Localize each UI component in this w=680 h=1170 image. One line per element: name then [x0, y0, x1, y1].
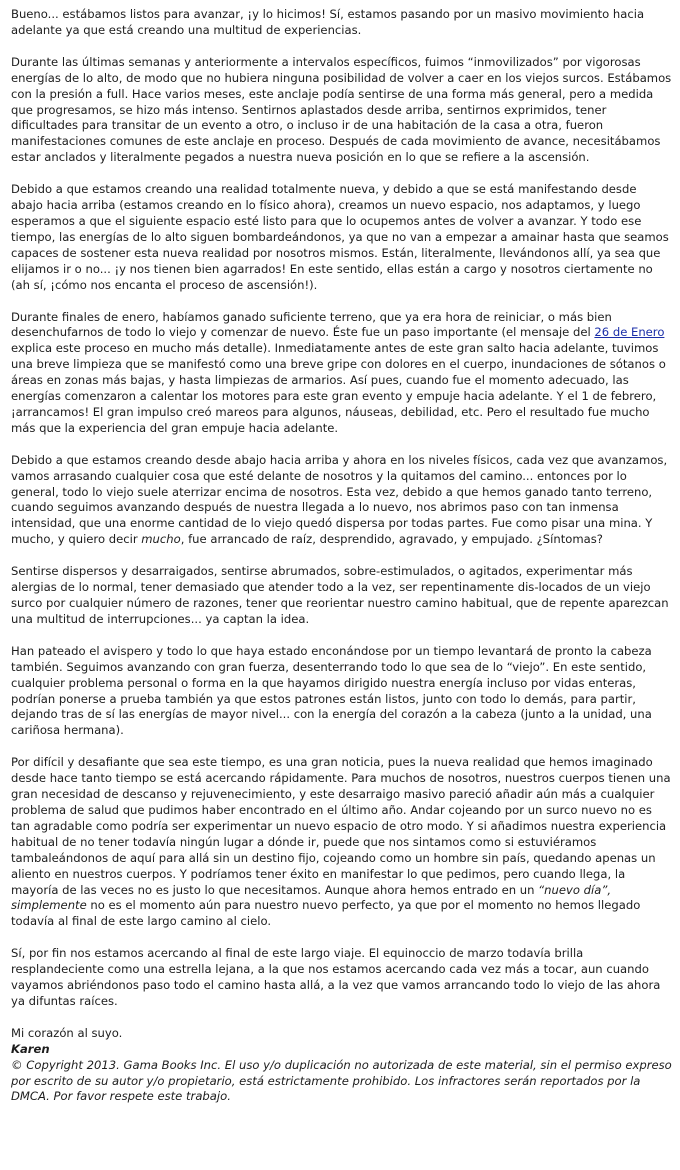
paragraph-equinoccio: Sí, por fin nos estamos acercando al final de este largo viaje. El equinoccio de marzo todavía brilla resplandeciente como una estrella lejana, a la que nos estamos acercando cada vez más a tocar, aun cuando vayamos abriéndonos paso todo el camino hasta allá, a la vez que vamos arrancando todo lo viejo de las ahora ya difuntas raíces.	[11, 946, 661, 1008]
paragraph-abajo-arriba-text-before: Debido a que estamos creando desde abajo hacia arriba y ahora en los niveles físicos, cada vez que avanzamos, vamos arrasando cualquier cosa que esté delante de nosotros y la quitamos del camino... entonces por lo general, todo lo viejo suele aterrizar encima de nosotros. Esta vez, debido a que hemos ganado tanto terreno, cuando seguimos avanzando después de nuestra llegada a lo nuevo, nos abrimos paso con tan inmensa intensidad, que una enorme cantidad de lo viejo quedó dispersa por todas partes. Fue como pisar una mina. Y mucho, y quiero decir	[11, 452, 668, 547]
paragraph-abajo-arriba	[11, 453, 672, 548]
paragraph-avispero: Han pateado el avispero y todo lo que haya estado enconándose por un tiempo levantará de pronto la cabeza también. Seguimos avanzando con gran fuerza, desenterrando todo lo que sea de lo “viejo”. En este sentido, cualquier problema personal o forma en la que hayamos dirigido nuestra energía incluso por vidas enteras, podrían ponerse a prueba también ya que estos patrones están listos, junto con todo lo demás, para partir, dejando tras de sí las energías de mayor nivel... con la energía del corazón a la cabeza (junto a la unidad, una cariñosa hermana).	[11, 643, 652, 738]
emphasis-nuevo-dia: “nuevo día”, simplemente	[11, 882, 612, 913]
paragraph-dificil-text-before: Por difícil y desafiante que sea este tiempo, es una gran noticia, pues la nueva realidad que hemos imaginado desde hace tanto tiempo se está acercando rápidamente. Para muchos de nosotros, nuestros cuerpos tienen una gran necesidad de descanso y rejuvenecimiento, y este desarraigo masivo pareció añadir aún más a cualquier problema de salud que pudimos haber encontrado en el último año. Andar cojeando por un surco nuevo no es tan agradable como podría ser experimentar un nuevo espacio de otro modo. Y si añadimos nuestra experiencia habitual de no tener todavía ningún lugar a dónde ir, puede que nos sintamos como si estuviéramos tambaleándonos de aquí para allá sin un destino fijo, cojeando como un hombre sin país, quedando apenas un aliento en nuestros cuerpos. Y podríamos tener éxito en manifestar lo que pedimos, pero cuando llega, la mayoría de las veces no es justo lo que necesitamos. Aunque ahora hemos entrado en un	[11, 755, 671, 897]
paragraph-intro: Bueno... estábamos listos para avanzar, ¡y lo hicimos! Sí, estamos pasando por un masivo movimiento hacia adelante ya que está creando una multitud de experiencias.	[11, 7, 645, 37]
paragraph-nueva-realidad: Debido a que estamos creando una realidad totalmente nueva, y debido a que se está manifestando desde abajo hacia arriba (estamos creando en lo físico ahora), creamos un nuevo espacio, nos adaptamos, y luego esperamos a que el siguiente espacio esté listo para que lo ocupemos antes de volver a avanzar. Y todo ese tiempo, las energías de lo alto siguen bombardeándonos, ya que no van a empezar a amainar hasta que seamos capaces de sostener esta nueva realidad por nosotros mismos. Están, literalmente, llevándonos allí, ya sea que elijamos ir o no... ¡y nos tienen bien agarrados! En este sentido, ellas están a cargo y nosotros ciertamente no (ah sí, ¡cómo nos encanta el proceso de ascensión!).	[11, 182, 669, 292]
paragraph-sintomas: Sentirse dispersos y desarraigados, sentirse abrumados, sobre-estimulados, o agitados, experimentar más alergias de lo normal, tener demasiado que atender todo a la vez, ser repentinamente dis-locados de un viejo surco por cualquier número de razones, tener que reorientar nuestro camino habitual, que de repente aparezcan una multitud de interrupciones... ya captan la idea.	[11, 564, 669, 626]
paragraph-finales-enero	[11, 310, 672, 437]
signature-name: Karen	[11, 1041, 50, 1056]
copyright-notice: © Copyright 2013. Gama Books Inc. El uso y/o duplicación no autorizada de este material, sin el permiso expreso por escrito de su autor y/o propietario, está estrictamente prohibido. Los infractores serán reportados por la DMCA. Por favor respete este trabajo.	[11, 1057, 672, 1104]
paragraph-dificil-text-after: no es el momento aún para nuestro nuevo perfecto, ya que por el momento no hemos llegado todavía al final de este largo camino al cielo.	[11, 898, 641, 929]
link-26-enero[interactable]: 26 de Enero	[594, 325, 665, 340]
emphasis-mucho: mucho	[141, 532, 181, 547]
paragraph-abajo-arriba-text-after: , fue arrancado de raíz, desprendido, agravado, y empujado. ¿Síntomas?	[180, 532, 603, 547]
signature-closing: Mi corazón al suyo.	[11, 1025, 123, 1040]
paragraph-finales-enero-text-before: Durante finales de enero, habíamos ganado suficiente terreno, que ya era hora de reiniciar, o más bien desenchufarnos de todo lo viejo y comenzar de nuevo. Éste fue un paso importante (el mensaje del	[11, 309, 612, 340]
paragraph-finales-enero-text-after: explica este proceso en mucho más detalle). Inmediatamente antes de este gran salto hacia adelante, tuvimos una breve limpieza que se manifestó como una breve gripe con dolores en el cuerpo, inundaciones de sótanos o áreas en zonas más bajas, y hasta limpiezas de armarios. Así pues, cuando fue el momento adecuado, las energías comenzaron a calentar los motores para este gran evento y empuje hacia adelante. Y el 1 de febrero, ¡arrancamos! El gran impulso creó mareos para algunos, náuseas, debilidad, etc. Pero el resultado fue mucho más que la experiencia del gran empuje hacia adelante.	[11, 341, 666, 435]
paragraph-dificil	[11, 755, 672, 930]
paragraph-inmovilizados: Durante las últimas semanas y anteriormente a intervalos específicos, fuimos “inmovilizados” por vigorosas energías de lo alto, de modo que no hubiera ninguna posibilidad de volver a caer en los viejos surcos. Estábamos con la presión a full. Hace varios meses, este anclaje podía sentirse de una forma más general, pero a medida que progresamos, se hizo más intenso. Sentirnos aplastados desde arriba, sentirnos exprimidos, tener dificultades para transitar de un evento a otro, o incluso ir de una habitación de la casa a otra, fueron manifestaciones comunes de este anclaje en proceso. Después de cada movimiento de avance, necesitábamos estar anclados y literalmente pegados a nuestra nueva posición en lo que se refiere a la ascensión.	[11, 54, 672, 165]
